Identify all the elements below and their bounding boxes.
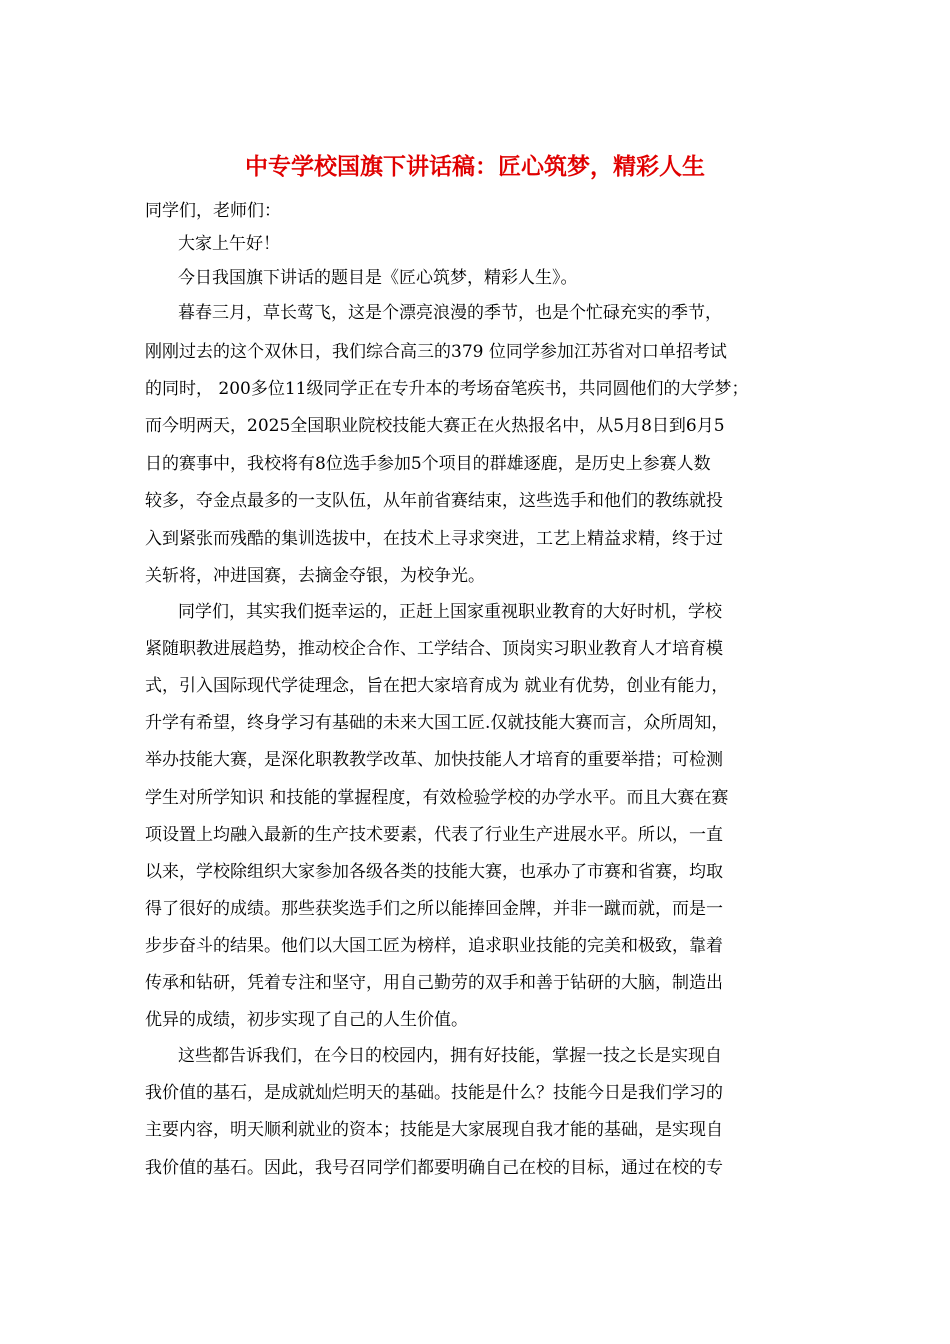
text-line: 传承和钻研，凭着专注和坚守，用自己勤劳的双手和善于钻研的大脑，制造出 — [145, 973, 723, 993]
text-line: 优异的成绩，初步实现了自己的人生价值。 — [145, 1010, 468, 1030]
text-line: 步步奋斗的结果。他们以大国工匠为榜样，追求职业技能的完美和极致，靠着 — [145, 936, 723, 956]
text-line: 刚刚过去的这个双休日，我们综合高三的379 位同学参加江苏省对口单招考试 — [145, 342, 727, 362]
text-line: 同学们，其实我们挺幸运的，正赶上国家重视职业教育的大好时机，学校 — [178, 602, 722, 622]
text-line: 主要内容，明天顺利就业的资本；技能是大家展现自我才能的基础，是实现自 — [145, 1120, 723, 1140]
text-line: 关斩将，冲进国赛，去摘金夺银，为校争光。 — [145, 566, 485, 586]
text-line: 以来，学校除组织大家参加各级各类的技能大赛，也承办了市赛和省赛，均取 — [145, 862, 723, 882]
text-line: 入到紧张而残酷的集训选拔中，在技术上寻求突进，工艺上精益求精，终于过 — [145, 529, 723, 549]
text-line: 大家上午好！ — [178, 234, 280, 254]
text-line: 这些都告诉我们，在今日的校园内，拥有好技能，掌握一技之长是实现自 — [178, 1046, 722, 1066]
text-line: 而今明两天，2025全国职业院校技能大赛正在火热报名中，从5月8日到6月5 — [145, 416, 725, 436]
text-line: 我价值的基石。因此，我号召同学们都要明确自己在校的目标，通过在校的专 — [145, 1158, 723, 1178]
text-line: 举办技能大赛，是深化职教教学改革、加快技能人才培育的重要举措；可检测 — [145, 750, 723, 770]
text-line: 式，引入国际现代学徒理念，旨在把大家培育成为 就业有优势，创业有能力， — [145, 676, 729, 696]
text-line: 紧随职教进展趋势，推动校企合作、工学结合、顶岗实习职业教育人才培育模 — [145, 639, 723, 659]
text-line: 得了很好的成绩。那些获奖选手们之所以能捧回金牌，并非一蹴而就，而是一 — [145, 899, 723, 919]
text-line: 同学们，老师们： — [145, 201, 281, 221]
text-line: 日的赛事中，我校将有8位选手参加5个项目的群雄逐鹿，是历史上参赛人数 — [145, 454, 711, 474]
text-line: 今日我国旗下讲话的题目是《匠心筑梦，精彩人生》。 — [178, 268, 578, 288]
text-line: 升学有希望，终身学习有基础的未来大国工匠.仅就技能大赛而言，众所周知， — [145, 713, 729, 733]
text-line: 我价值的基石，是成就灿烂明天的基础。技能是什么？技能今日是我们学习的 — [145, 1083, 723, 1103]
text-line: 项设置上均融入最新的生产技术要素，代表了行业生产进展水平。所以，一直 — [145, 825, 723, 845]
text-line: 学生对所学知识 和技能的掌握程度，有效检验学校的办学水平。而且大赛在赛 — [145, 788, 729, 808]
text-line: 较多，夺金点最多的一支队伍，从年前省赛结束，这些选手和他们的教练就投 — [145, 491, 723, 511]
text-line: 的同时， 200多位11级同学正在专升本的考场奋笔疾书，共同圆他们的大学梦； — [145, 379, 749, 399]
text-line: 暮春三月，草长莺飞，这是个漂亮浪漫的季节，也是个忙碌充实的季节， — [178, 303, 722, 323]
document-title: 中专学校国旗下讲话稿：匠心筑梦，精彩人生 — [245, 153, 705, 180]
